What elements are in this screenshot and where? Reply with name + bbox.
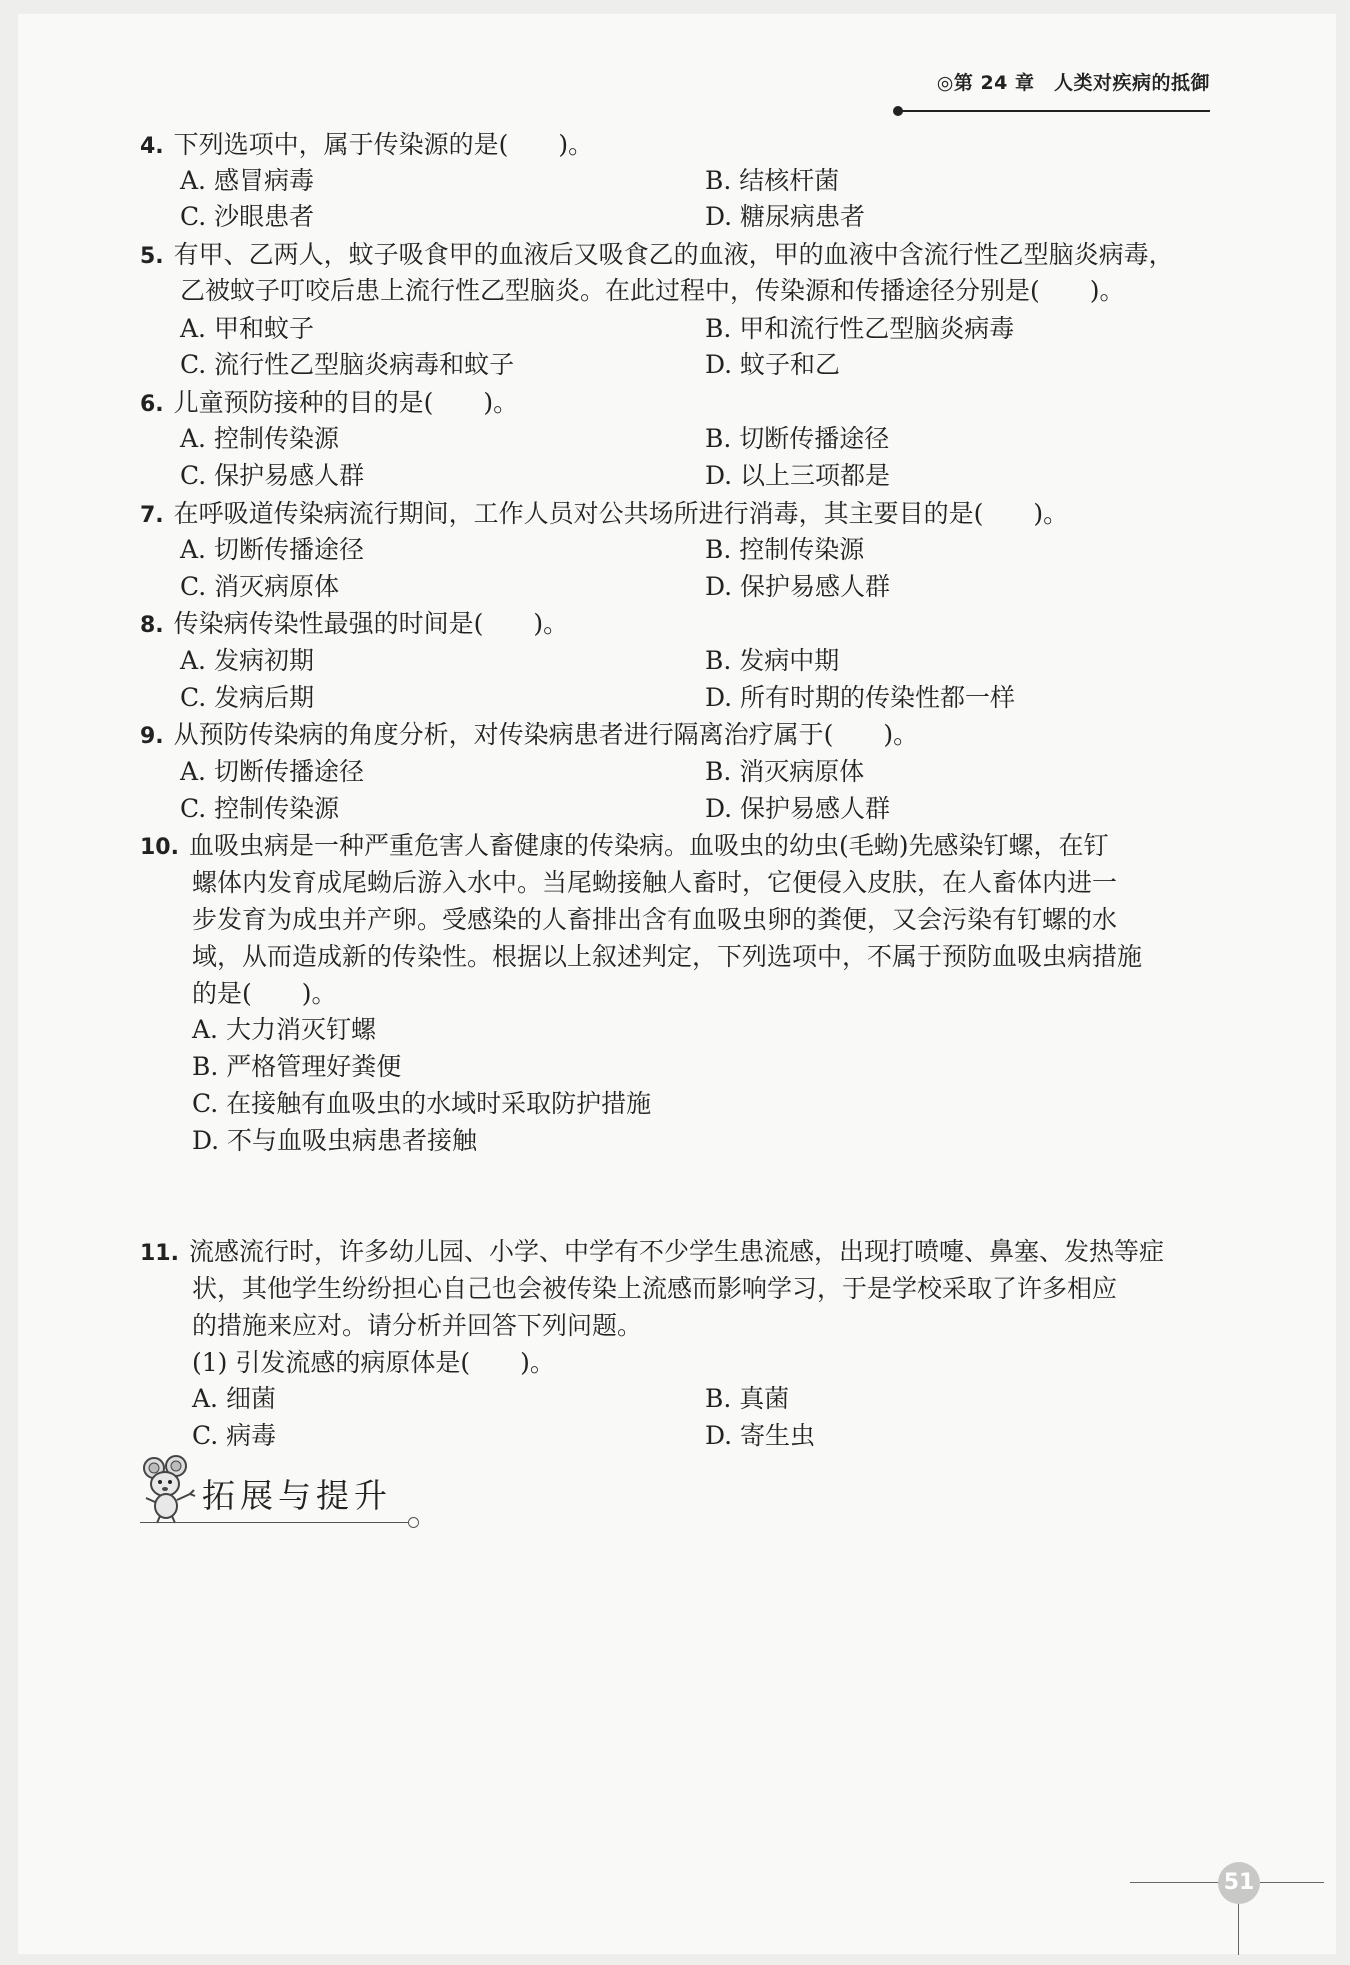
option-d: D. 不与血吸虫病患者接触 (192, 1126, 478, 1155)
option-d: D. 保护易感人群 (705, 572, 891, 601)
option-a: A. 大力消灭钉螺 (192, 1015, 376, 1044)
footer-rule-vertical (1238, 1900, 1239, 1955)
option-d: D. 寄生虫 (705, 1421, 816, 1450)
question-number: 10. (140, 835, 179, 860)
question-text-line: 的是( )。 (192, 979, 337, 1008)
question-text: 下列选项中，属于传染源的是( )。 (173, 130, 594, 159)
footer-rule (1260, 1882, 1324, 1883)
option-a: A. 甲和蚊子 (180, 314, 314, 343)
option-a: A. 发病初期 (180, 646, 314, 675)
option-b: B. 发病中期 (705, 646, 840, 675)
option-a: A. 细菌 (192, 1384, 276, 1413)
option-b: B. 真菌 (705, 1384, 790, 1413)
question-text: 在呼吸道传染病流行期间，工作人员对公共场所进行消毒，其主要目的是( )。 (173, 499, 1069, 528)
option-b: B. 控制传染源 (705, 535, 865, 564)
option-c: C. 病毒 (192, 1421, 277, 1450)
question-number: 4. (140, 134, 164, 159)
option-d: D. 以上三项都是 (705, 461, 891, 490)
question-text-line: 状，其他学生纷纷担心自己也会被传染上流感而影响学习，于是学校采取了许多相应 (192, 1274, 1118, 1303)
option-c: C. 流行性乙型脑炎病毒和蚊子 (180, 350, 515, 379)
chapter-header: ◎第 24 章 人类对疾病的抵御 (936, 72, 1210, 94)
question-text-line: 的措施来应对。请分析并回答下列问题。 (192, 1311, 643, 1340)
question-number: 5. (140, 244, 164, 269)
question-number: 11. (140, 1241, 179, 1266)
section-title: 拓展与提升 (202, 1476, 392, 1515)
option-b: B. 甲和流行性乙型脑炎病毒 (705, 314, 1015, 343)
option-a: A. 控制传染源 (180, 424, 339, 453)
option-c: C. 在接触有血吸虫的水域时采取防护措施 (192, 1089, 652, 1118)
header-rule (898, 110, 1210, 112)
section-header (140, 1450, 420, 1528)
section-rule (140, 1522, 410, 1523)
sub-question-1: (1) 引发流感的病原体是( )。 (192, 1348, 555, 1377)
option-d: D. 蚊子和乙 (705, 350, 841, 379)
option-c: C. 控制传染源 (180, 794, 340, 823)
question-text-line: 步发育为成虫并产卵。受感染的人畜排出含有血吸虫卵的粪便，又会污染有钉螺的水 (192, 905, 1118, 934)
question-text: 从预防传染病的角度分析，对传染病患者进行隔离治疗属于( )。 (173, 720, 919, 749)
question-text-line: 域，从而造成新的传染性。根据以上叙述判定，下列选项中，不属于预防血吸虫病措施 (192, 942, 1143, 971)
question-text: 儿童预防接种的目的是( )。 (173, 388, 519, 417)
question-number: 7. (140, 503, 164, 528)
option-d: D. 保护易感人群 (705, 794, 891, 823)
section-rule-end (408, 1517, 419, 1528)
question-text: 流感流行时，许多幼儿园、小学、中学有不少学生患流感，出现打喷嚏、鼻塞、发热等症 (188, 1237, 1164, 1266)
question-text: 传染病传染性最强的时间是( )。 (173, 609, 569, 638)
mouse-mascot-icon (140, 1450, 200, 1526)
option-c: C. 消灭病原体 (180, 572, 340, 601)
option-a: A. 感冒病毒 (180, 166, 314, 195)
question-text: 血吸虫病是一种严重危害人畜健康的传染病。血吸虫的幼虫(毛蚴)先感染钉螺，在钉 (188, 831, 1109, 860)
option-a: A. 切断传播途径 (180, 757, 364, 786)
option-b: B. 消灭病原体 (705, 757, 865, 786)
option-d: D. 糖尿病患者 (705, 202, 866, 231)
footer-rule (1130, 1882, 1220, 1883)
question-text: 有甲、乙两人，蚊子吸食甲的血液后又吸食乙的血液，甲的血液中含流行性乙型脑炎病毒， (173, 240, 1174, 269)
question-number: 6. (140, 392, 164, 417)
question-number: 8. (140, 613, 164, 638)
question-text-line: 乙被蚊子叮咬后患上流行性乙型脑炎。在此过程中，传染源和传播途径分别是( )。 (180, 276, 1125, 305)
option-a: A. 切断传播途径 (180, 535, 364, 564)
option-b: B. 切断传播途径 (705, 424, 890, 453)
option-b: B. 严格管理好粪便 (192, 1052, 402, 1081)
option-b: B. 结核杆菌 (705, 166, 840, 195)
page-number: 51 (1218, 1862, 1260, 1904)
option-c: C. 发病后期 (180, 683, 315, 712)
option-c: C. 沙眼患者 (180, 202, 315, 231)
question-number: 9. (140, 724, 164, 749)
option-c: C. 保护易感人群 (180, 461, 365, 490)
option-d: D. 所有时期的传染性都一样 (705, 683, 1016, 712)
question-text-line: 螺体内发育成尾蚴后游入水中。当尾蚴接触人畜时，它便侵入皮肤，在人畜体内进一 (192, 868, 1118, 897)
